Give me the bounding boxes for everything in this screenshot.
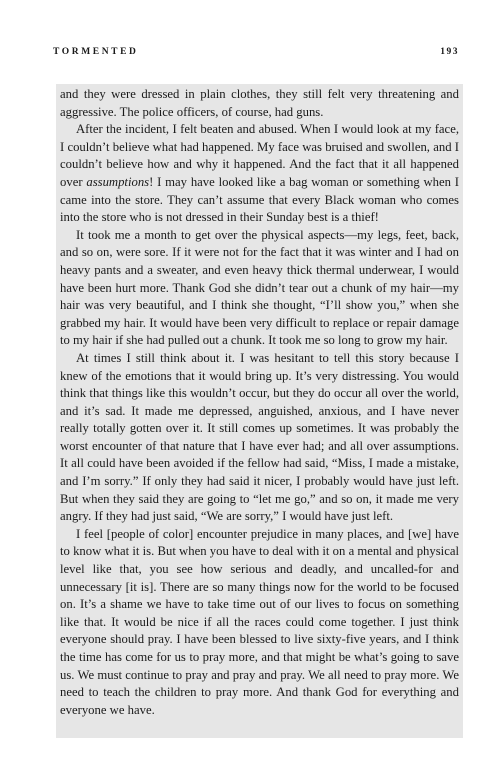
text-block: [56, 84, 463, 738]
paragraph-1: [60, 86, 459, 121]
paragraph-3: [60, 227, 459, 350]
paragraph-1-text: and they were dressed in plain clothes, they still felt very threatening and aggressive. The police officers, of course, had guns.: [60, 87, 459, 119]
paragraph-3-text: It took me a month to get over the physical aspects—my legs, feet, back, and so on, were sore. If it were not for the fact that it was winter and I had on heavy pants and a sweater, and even heavy thick thermal underwear, I would have been hurt more. Thank God she didn’t tear out a chunk of my hair—my hair was very beautiful, and I think she thought, “I’ll show you,” when she grabbed my hair. It would have been very difficult to replace or repair damage to my hair if she had pulled out a chunk. It took me so long to grow my hair.: [60, 227, 459, 348]
paragraph-2-text-before: After the incident, I felt beaten and abused. When I would look at my face, I couldn’t believe what had happened. My face was bruised and swollen, and I couldn’t believe how and why it happened. And the fact that it all happened over: [60, 122, 459, 189]
paragraph-4-text: At times I still think about it. I was hesitant to tell this story because I knew of the emotions that it would bring up. It’s very distressing. You would think that things like this wouldn’t occur, but they do occur all over the world, and it’s sad. It made me depressed, anguished, anxious, and I have never really totally gotten over it. It still comes up sometimes. It was probably the worst encounter of that nature that I have ever had; and all over assumptions. It all could have been avoided if the fellow had said, “Miss, I made a mistake, and I’m sorry.” If only they had said it nicer, I probably would have just left. But when they said they are going to “let me go,” and so on, it made me very angry. If they had just said, “We are sorry,” I would have just left.: [60, 350, 459, 524]
page-number: 193: [440, 47, 459, 57]
paragraph-5-text: I feel [people of color] encounter prejudice in many places, and [we] have to know what it is. But when you have to deal with it on a mental and physical level like that, you see how serious and deadly, and uncalled-for and unnecessary [it is]. There are so many things now for the world to be focused on. It’s a shame we have to take time out of our lives to focus on something like that. It would be nice if all the races could come together. I just think everyone should pray. I have been blessed to live sixty-five years, and I think the time has come for us to pray more, and that might be what’s going to save us. We must continue to pray and pray and pray. We all need to pray more. We need to teach the children to pray more. And thank God for everything and everyone we have.: [60, 526, 459, 717]
running-title: TORMENTED: [53, 47, 139, 57]
paragraph-2-text-after: ! I may have looked like a bag woman or something when I came into the store. They can’t assume that every Black woman who comes into the store who is not dressed in their Sunday best is a thief!: [60, 174, 459, 225]
paragraph-4: [60, 350, 459, 526]
paragraph-5: [60, 526, 459, 720]
running-head: [53, 47, 459, 61]
paragraph-2-emphasis: assumptions: [86, 174, 150, 189]
paragraph-2: [60, 121, 459, 227]
